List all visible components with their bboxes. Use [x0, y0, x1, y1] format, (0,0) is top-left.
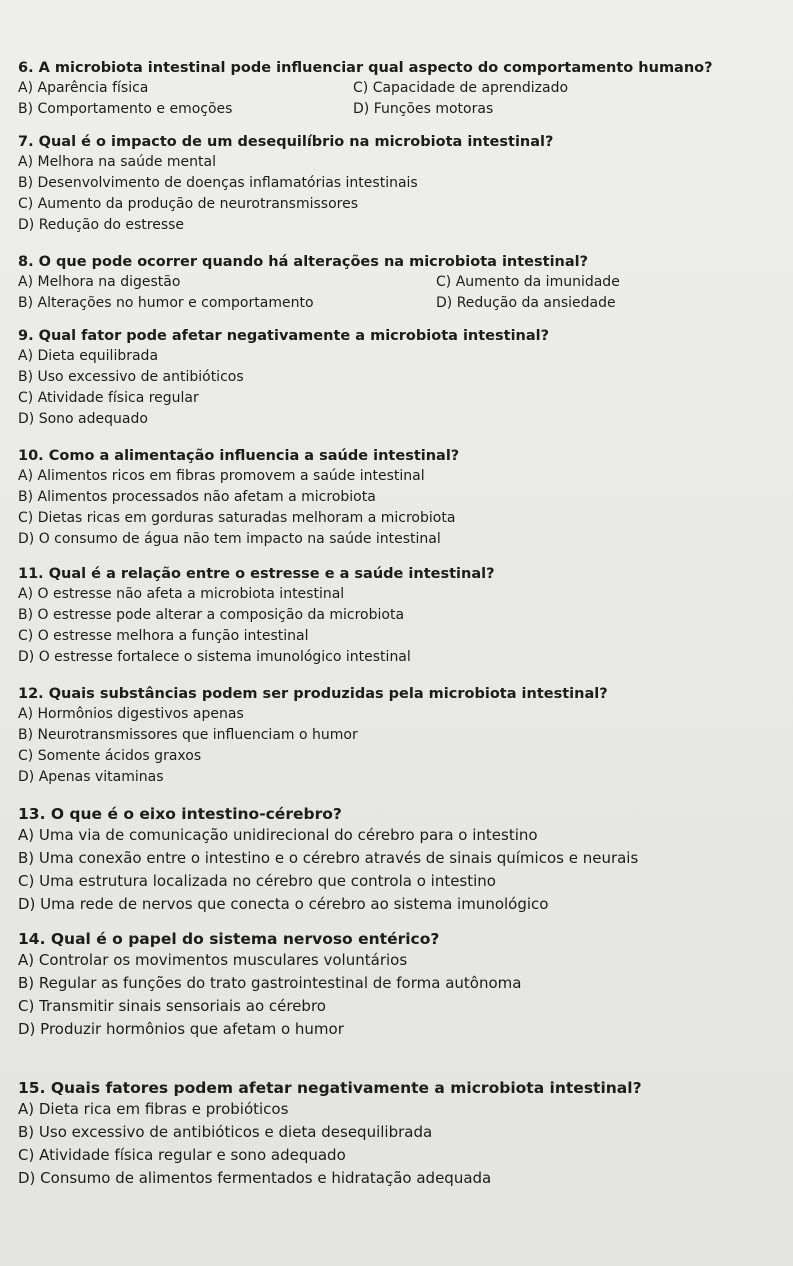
question-13	[18, 804, 781, 916]
option-c: C) Atividade física regular e sono adequado	[18, 1146, 346, 1164]
question-9	[18, 326, 781, 430]
option-d: D) Consumo de alimentos fermentados e hidratação adequada	[18, 1169, 492, 1187]
option-b: B) O estresse pode alterar a composição da microbiota	[18, 607, 405, 623]
option-a: A) Alimentos ricos em fibras promovem a saúde intestinal	[18, 468, 425, 484]
question-10	[18, 446, 781, 550]
question-title: 11. Qual é a relação entre o estresse e a saúde intestinal?	[18, 566, 495, 582]
option-d: D) Produzir hormônios que afetam o humor	[18, 1020, 344, 1038]
option-b: B) Uso excessivo de antibióticos e dieta desequilibrada	[18, 1123, 433, 1141]
question-title: 12. Quais substâncias podem ser produzidas pela microbiota intestinal?	[18, 686, 608, 702]
option-c: C) Aumento da produção de neurotransmissores	[18, 196, 358, 212]
option-d: D) Redução do estresse	[18, 217, 185, 233]
option-b: B) Desenvolvimento de doenças inflamatórias intestinais	[18, 175, 418, 191]
option-b: B) Regular as funções do trato gastrointestinal de forma autônoma	[18, 974, 522, 992]
option-c: C) O estresse melhora a função intestinal	[18, 628, 309, 644]
question-15	[18, 1078, 781, 1190]
option-c: C) Somente ácidos graxos	[18, 748, 202, 764]
question-7	[18, 132, 781, 236]
question-11	[18, 564, 781, 668]
question-12	[18, 684, 781, 788]
option-b: B) Uma conexão entre o intestino e o cérebro através de sinais químicos e neurais	[18, 849, 639, 867]
option-d: D) O consumo de água não tem impacto na saúde intestinal	[18, 531, 441, 547]
option-c: C) Dietas ricas em gorduras saturadas melhoram a microbiota	[18, 510, 456, 526]
option-d: D) Sono adequado	[18, 411, 148, 427]
question-14	[18, 929, 781, 1041]
option-a: A) Dieta equilibrada	[18, 348, 159, 364]
option-c: C) Atividade física regular	[18, 390, 199, 406]
option-c: C) Transmitir sinais sensoriais ao cérebro	[18, 997, 326, 1015]
question-title: 13. O que é o eixo intestino-cérebro?	[18, 805, 342, 823]
question-title: 15. Quais fatores podem afetar negativamente a microbiota intestinal?	[18, 1079, 642, 1097]
question-title: 7. Qual é o impacto de um desequilíbrio na microbiota intestinal?	[18, 134, 554, 150]
option-a: A) Aparência física	[18, 80, 149, 96]
option-c: C) Capacidade de aprendizado	[353, 80, 569, 96]
option-b: B) Neurotransmissores que influenciam o humor	[18, 727, 358, 743]
option-d: D) Redução da ansiedade	[436, 295, 616, 311]
option-a: A) Melhora na saúde mental	[18, 154, 216, 170]
option-d: D) Apenas vitaminas	[18, 769, 164, 785]
question-title: 14. Qual é o papel do sistema nervoso entérico?	[18, 930, 440, 948]
option-b: B) Alterações no humor e comportamento	[18, 295, 314, 311]
option-b: B) Alimentos processados não afetam a microbiota	[18, 489, 376, 505]
option-a: A) Uma via de comunicação unidirecional do cérebro para o intestino	[18, 826, 538, 844]
option-d: D) Funções motoras	[353, 101, 494, 117]
option-b: B) Comportamento e emoções	[18, 101, 233, 117]
option-a: A) O estresse não afeta a microbiota intestinal	[18, 586, 345, 602]
option-b: B) Uso excessivo de antibióticos	[18, 369, 244, 385]
question-6	[18, 58, 781, 120]
question-title: 10. Como a alimentação influencia a saúde intestinal?	[18, 448, 460, 464]
option-d: D) O estresse fortalece o sistema imunológico intestinal	[18, 649, 411, 665]
option-a: A) Controlar os movimentos musculares voluntários	[18, 951, 408, 969]
question-8	[18, 252, 781, 314]
option-c: C) Aumento da imunidade	[436, 274, 620, 290]
question-title: 9. Qual fator pode afetar negativamente a microbiota intestinal?	[18, 328, 550, 344]
option-d: D) Uma rede de nervos que conecta o cérebro ao sistema imunológico	[18, 895, 549, 913]
option-a: A) Hormônios digestivos apenas	[18, 706, 244, 722]
question-title: 6. A microbiota intestinal pode influenciar qual aspecto do comportamento humano?	[18, 60, 713, 76]
option-c: C) Uma estrutura localizada no cérebro que controla o intestino	[18, 872, 496, 890]
option-a: A) Melhora na digestão	[18, 274, 181, 290]
question-title: 8. O que pode ocorrer quando há alterações na microbiota intestinal?	[18, 254, 589, 270]
option-a: A) Dieta rica em fibras e probióticos	[18, 1100, 289, 1118]
